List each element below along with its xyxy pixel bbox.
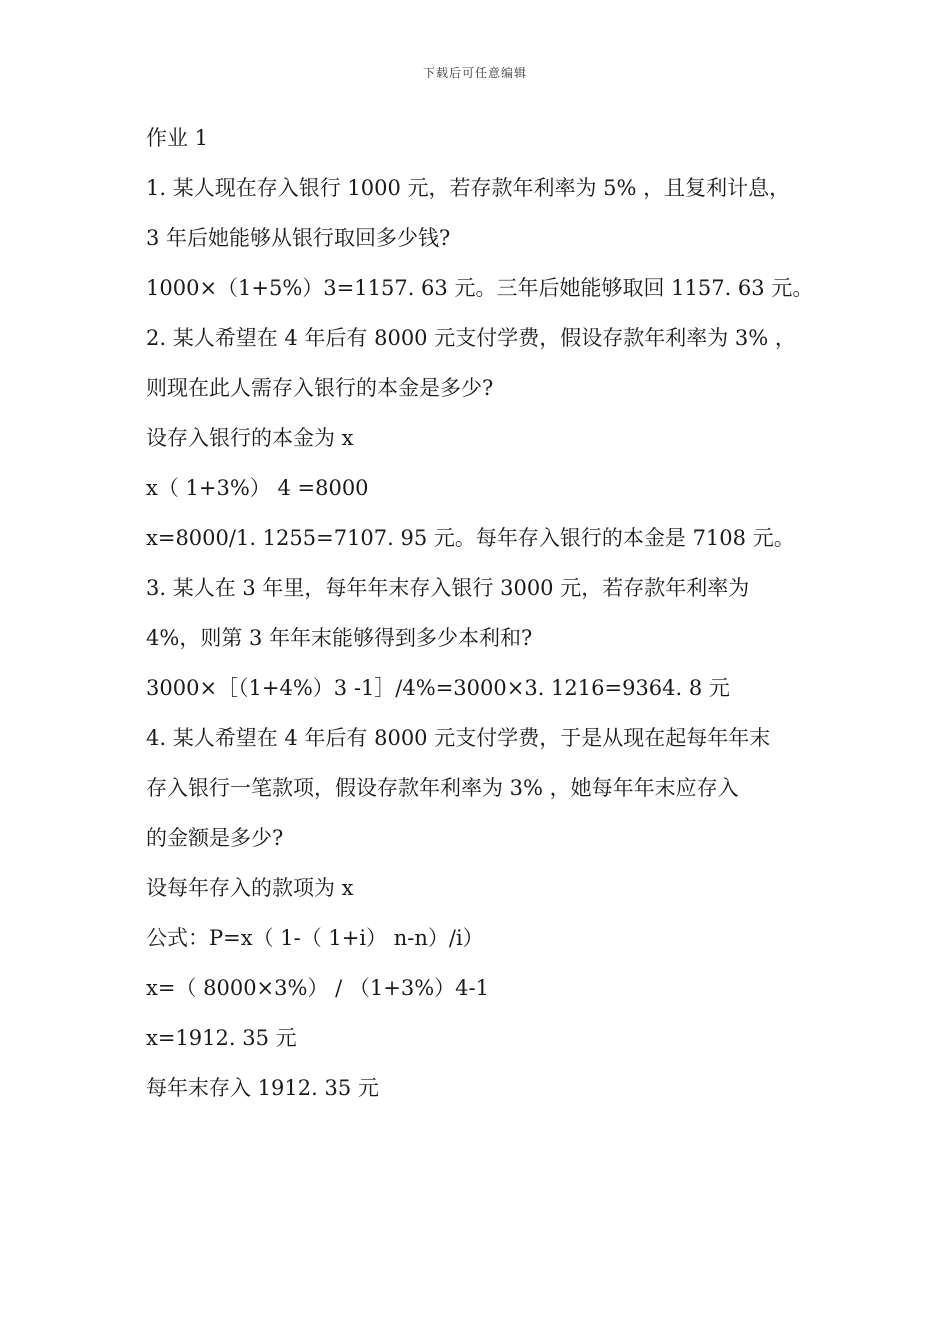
answer-4-formula: 公式：P=x（ 1-（ 1+i） n-n）/i）: [146, 926, 484, 950]
answer-4-line-4: x=1912. 35 元: [146, 1026, 297, 1050]
question-4-line-3: 的金额是多少?: [146, 826, 284, 850]
answer-1: 1000×（1+5%）3=1157. 63 元。三年后她能够取回 1157. 63 元。: [146, 276, 814, 300]
answer-3: 3000×［（1+4%）3 -1］/4%=3000×3. 1216=9364. 8 元: [146, 676, 730, 700]
answer-4-conclusion: 每年末存入 1912. 35 元: [146, 1076, 379, 1100]
question-3-line-1: 3. 某人在 3 年里，每年年末存入银行 3000 元，若存款年利率为: [146, 576, 750, 600]
page-header: 下载后可任意编辑: [422, 66, 527, 80]
question-2-line-2: 则现在此人需存入银行的本金是多少?: [146, 376, 494, 400]
answer-2-line-3: x=8000/1. 1255=7107. 95 元。每年存入银行的本金是 7108 元。: [146, 526, 795, 550]
answer-2-line-1: 设存入银行的本金为 x: [146, 426, 354, 450]
assignment-title: 作业 1: [146, 126, 209, 150]
answer-4-line-1: 设每年存入的款项为 x: [146, 876, 354, 900]
question-4-line-2: 存入银行一笔款项，假设存款年利率为 3% ，她每年年末应存入: [146, 776, 739, 800]
answer-2-line-2: x（ 1+3%） 4 =8000: [146, 476, 369, 500]
answer-4-line-3: x=（ 8000×3%） / （1+3%）4-1: [146, 976, 489, 1000]
question-2-line-1: 2. 某人希望在 4 年后有 8000 元支付学费，假设存款年利率为 3% ，: [146, 326, 796, 350]
question-1-line-2: 3 年后她能够从银行取回多少钱?: [146, 226, 451, 250]
question-3-line-2: 4%，则第 3 年年末能够得到多少本利和?: [146, 626, 533, 650]
question-4-line-1: 4. 某人希望在 4 年后有 8000 元支付学费，于是从现在起每年年末: [146, 726, 771, 750]
question-1-line-1: 1. 某人现在存入银行 1000 元，若存款年利率为 5% ，且复利计息，: [146, 176, 791, 200]
